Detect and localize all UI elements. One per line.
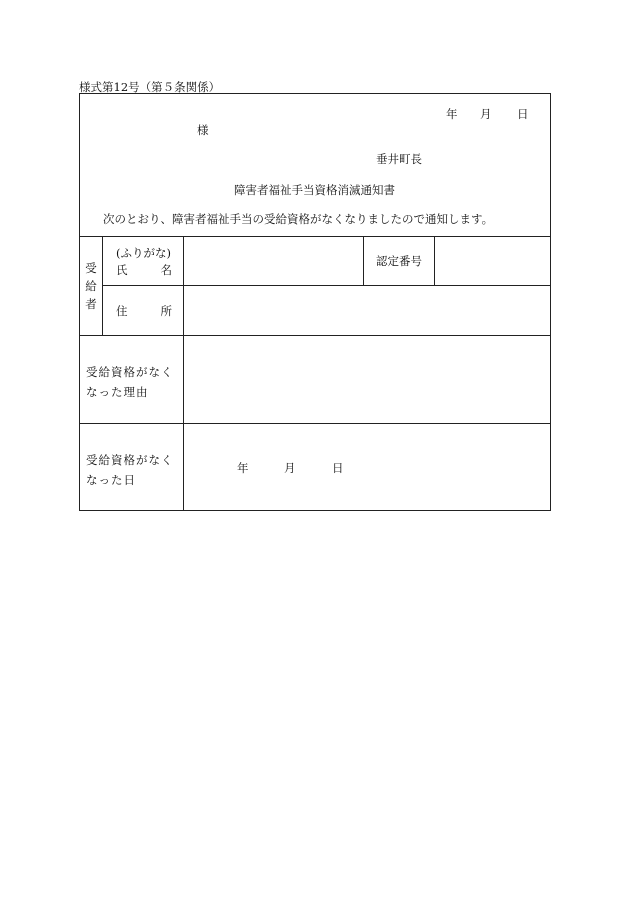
addressee-suffix: 様	[197, 123, 209, 137]
address-label-char-1: 住	[116, 304, 128, 318]
date-month-label: 月	[480, 107, 492, 121]
body-text: 次のとおり、障害者福祉手当の受給資格がなくなりましたので通知します。	[103, 212, 494, 226]
name-label-char-1: 氏	[116, 263, 128, 277]
reason-label	[86, 362, 174, 402]
address-label-char-2: 所	[160, 304, 172, 318]
lost-date-label-line-1: 受給資格がなく	[86, 453, 174, 467]
recipient-label	[81, 259, 101, 313]
lost-date-label-line-2: なった日	[86, 473, 136, 487]
lost-date-month: 月	[284, 461, 296, 475]
date-year-label: 年	[446, 107, 458, 121]
form-number: 様式第12号（第５条関係）	[79, 80, 221, 94]
divider-recipient-col	[102, 236, 103, 335]
address-label	[116, 303, 172, 319]
date-day-label: 日	[517, 107, 529, 121]
cert-number-field[interactable]	[435, 237, 549, 284]
lost-date-label	[86, 450, 174, 490]
document-title: 障害者福祉手当資格消滅通知書	[234, 183, 395, 197]
recipient-label-char-2: 給	[85, 279, 97, 293]
recipient-label-char-3: 者	[85, 297, 97, 311]
notice-form	[79, 93, 551, 511]
lost-date-year: 年	[237, 461, 249, 475]
divider-reason-date	[80, 423, 550, 424]
recipient-label-char-1: 受	[85, 261, 97, 275]
issuer-name: 垂井町長	[376, 152, 422, 166]
reason-label-line-1: 受給資格がなく	[86, 365, 174, 379]
divider-cert-label-left	[363, 236, 364, 285]
name-label-char-2: 名	[160, 263, 172, 277]
lost-date-day: 日	[332, 461, 344, 475]
furigana-label: (ふりがな)	[116, 246, 171, 260]
cert-number-label: 認定番号	[376, 254, 422, 268]
name-field[interactable]	[184, 237, 362, 284]
address-field[interactable]	[184, 286, 549, 334]
name-label	[116, 262, 172, 278]
reason-label-line-2: なった理由	[86, 385, 149, 399]
reason-field[interactable]	[184, 336, 549, 422]
